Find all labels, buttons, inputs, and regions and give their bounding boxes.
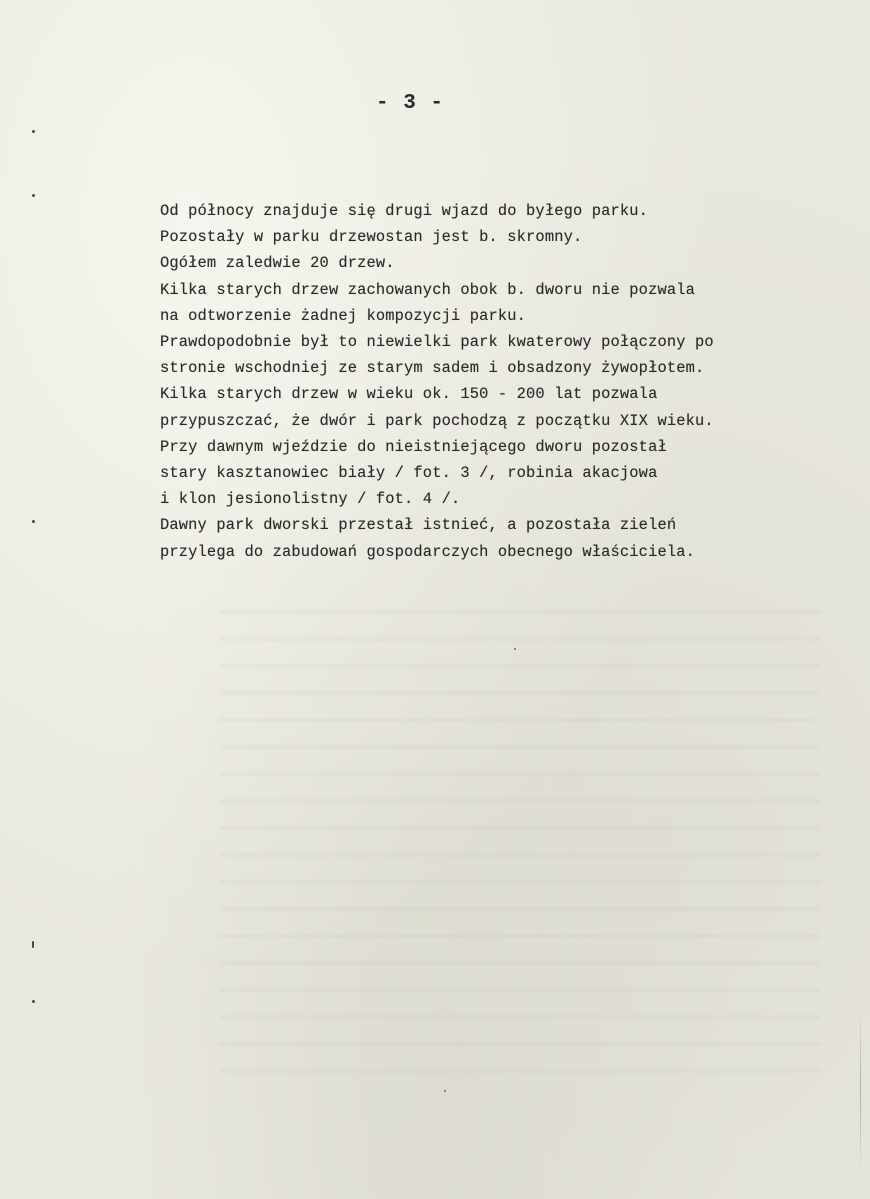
text-line: Ogółem zaledwie 20 drzew. — [160, 254, 395, 273]
text-line: i klon jesionolistny / fot. 4 /. — [160, 490, 461, 509]
paper-speck — [444, 1090, 446, 1092]
text-line: Dawny park dworski przestał istnieć, a pozostała zieleń — [160, 516, 677, 535]
margin-punch-mark — [32, 194, 35, 197]
margin-punch-mark — [32, 130, 35, 133]
text-line: Pozostały w parku drzewostan jest b. skromny. — [160, 228, 583, 247]
show-through-text — [220, 590, 820, 1090]
paper-edge-mark — [860, 1005, 861, 1175]
margin-punch-mark — [32, 941, 34, 948]
margin-punch-mark — [32, 520, 35, 523]
margin-punch-mark — [32, 1000, 35, 1003]
text-line: stronie wschodniej ze starym sadem i obsadzony żywopłotem. — [160, 359, 705, 378]
text-line: Kilka starych drzew zachowanych obok b. dworu nie pozwala — [160, 280, 695, 299]
text-line: stary kasztanowiec biały / fot. 3 /, robinia akacjowa — [160, 464, 658, 483]
paper-speck — [514, 648, 516, 650]
text-line: Przy dawnym wjeździe do nieistniejącego dworu pozostał — [160, 437, 667, 456]
text-line: na odtworzenie żadnej kompozycji parku. — [160, 306, 527, 325]
text-line: przypuszczać, że dwór i park pochodzą z początku XIX wieku. — [160, 411, 714, 430]
text-line: Kilka starych drzew w wieku ok. 150 - 200 lat pozwala — [160, 385, 658, 404]
text-line: przylega do zabudowań gospodarczych obecnego właściciela. — [160, 542, 695, 561]
typed-paragraph — [160, 198, 810, 565]
page-number: - 3 - — [375, 92, 444, 115]
text-line: Od północy znajduje się drugi wjazd do byłego parku. — [160, 202, 649, 220]
text-line: Prawdopodobnie był to niewielki park kwaterowy połączony po — [160, 333, 714, 352]
